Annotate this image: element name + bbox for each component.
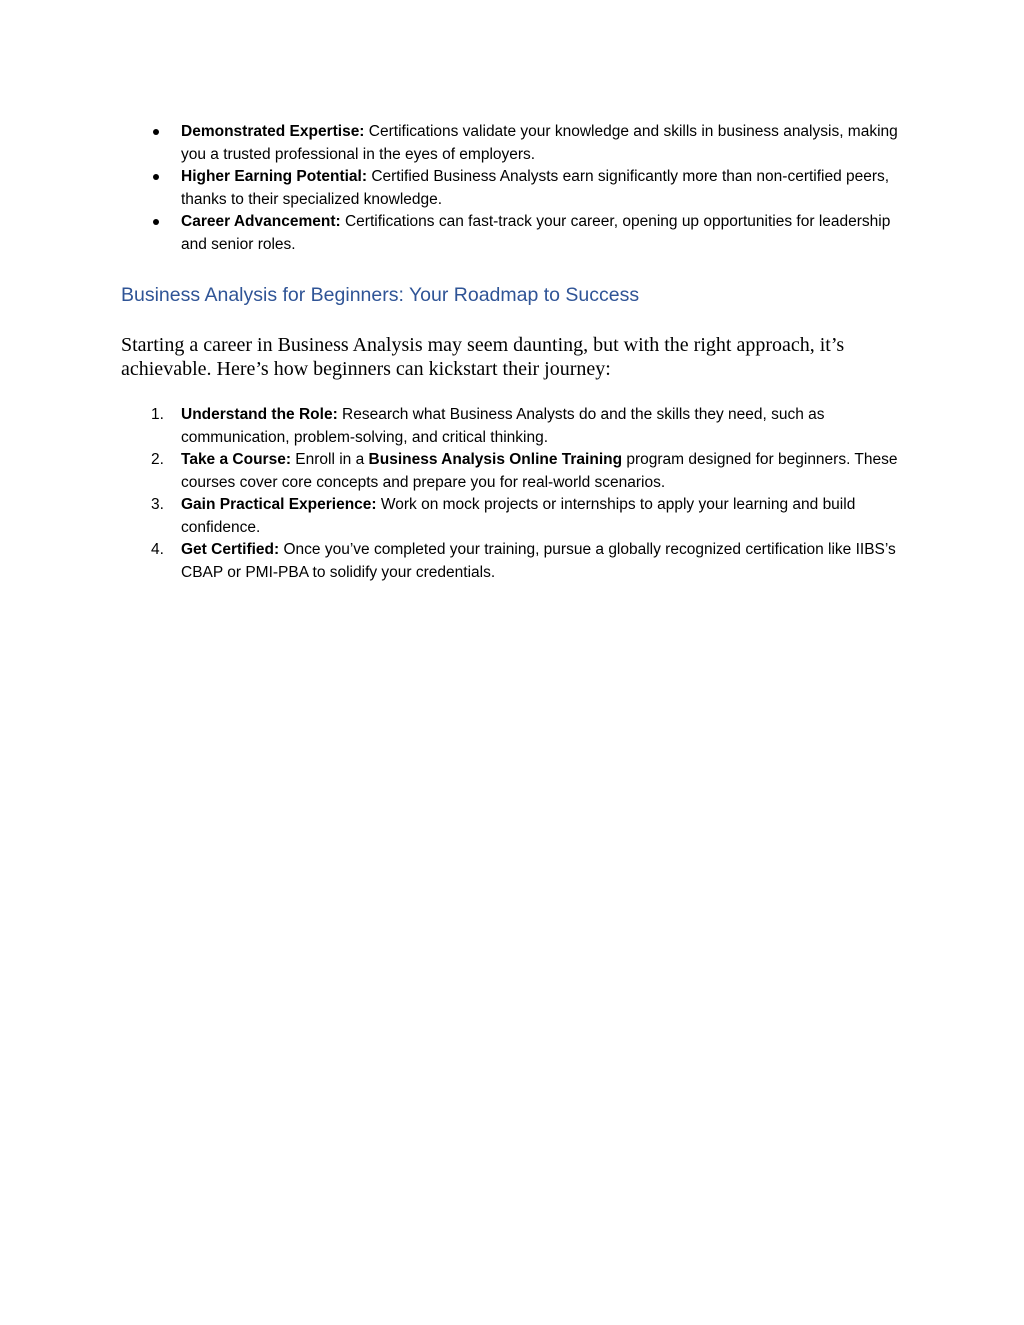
step-number: 1.	[151, 406, 164, 423]
page-content	[121, 121, 901, 584]
step-title: Take a Course:	[181, 451, 291, 468]
step-text: Once you’ve completed your training, pursue a globally recognized certification like IIBS’s CBAP or PMI-PBA to solidify your credentials.	[181, 541, 896, 581]
intro-paragraph: Starting a career in Business Analysis may seem daunting, but with the right approach, it’s achievable. Here’s how beginners can kickstart their journey:	[121, 334, 845, 380]
step-text-after: program designed for beginners. These courses cover core concepts and prepare you for real-world scenarios.	[181, 451, 898, 491]
step-title: Gain Practical Experience:	[181, 496, 377, 513]
benefit-text: Certified Business Analysts earn significantly more than non-certified peers, thanks to their specialized knowledge.	[181, 168, 890, 208]
list-item	[121, 539, 901, 584]
benefit-title: Demonstrated Expertise:	[181, 123, 365, 140]
list-item	[121, 166, 901, 211]
step-title: Understand the Role:	[181, 406, 338, 423]
bullet-icon	[153, 219, 159, 225]
step-text: Research what Business Analysts do and the skills they need, such as communication, problem-solving, and critical thinking.	[181, 406, 825, 446]
step-number: 3.	[151, 496, 164, 513]
step-title: Get Certified:	[181, 541, 280, 558]
benefit-title: Higher Earning Potential:	[181, 168, 368, 185]
section-heading: Business Analysis for Beginners: Your Roadmap to Success	[121, 284, 640, 306]
list-item	[121, 211, 901, 256]
list-item	[121, 121, 901, 166]
step-text-before: Enroll in a	[290, 451, 369, 468]
list-item	[121, 494, 901, 539]
step-number: 4.	[151, 541, 164, 558]
step-text: Work on mock projects or internships to apply your learning and build confidence.	[181, 496, 856, 536]
bullet-icon	[153, 174, 159, 180]
bullet-icon	[153, 129, 159, 135]
step-emphasis: Business Analysis Online Training	[368, 451, 623, 468]
benefits-list	[121, 121, 901, 256]
benefit-text: Certifications can fast-track your career, opening up opportunities for leadership and senior roles.	[181, 213, 891, 253]
benefit-text: Certifications validate your knowledge and skills in business analysis, making you a trusted professional in the eyes of employers.	[181, 123, 898, 163]
steps-list	[121, 404, 901, 584]
step-number: 2.	[151, 451, 164, 468]
benefit-title: Career Advancement:	[181, 213, 341, 230]
list-item	[121, 404, 901, 449]
list-item	[121, 449, 901, 494]
